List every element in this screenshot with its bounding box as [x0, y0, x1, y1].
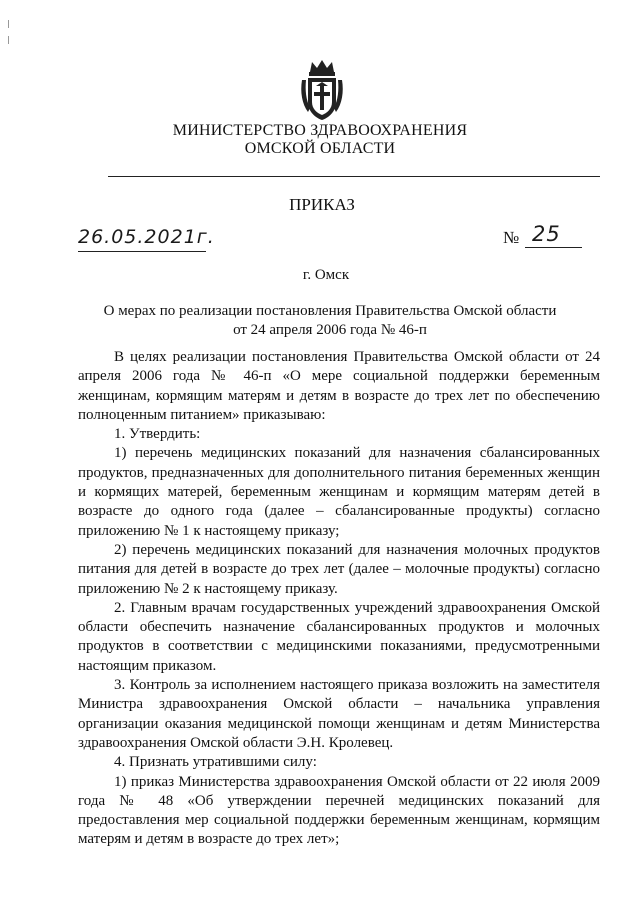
body-paragraph: 2. Главным врачам государственных учреждений здравоохранения Омской области обеспечить назначение сбалансированных продуктов и молочных продуктов в соответствии с медицинскими показаниями, предусмотренными настоящим приказом. [78, 599, 600, 674]
number-underline [525, 247, 582, 248]
date-underline [78, 251, 206, 252]
scan-margin-mark [8, 20, 9, 28]
body-paragraph: 4. Признать утратившими силу: [114, 754, 317, 771]
document-title: ПРИКАЗ [289, 195, 355, 214]
ministry-name-line2: ОМСКОЙ ОБЛАСТИ [244, 140, 396, 157]
body-paragraph: В целях реализации постановления Правительства Омской области от 24 апреля 2006 года № 46-п «О мере социальной поддержки беременным женщинам, кормящим матерям и детям в возрасте до трех лет по обеспечению полноценным питанием» приказываю: [78, 349, 600, 423]
body-paragraph: 2) перечень медицинских показаний для назначения молочных продуктов питания для детей в возрасте до трех лет (далее – молочные продукты) согласно приложению № 2 к настоящему приказу. [78, 541, 600, 597]
body-paragraph: 1. Утвердить: [114, 426, 201, 443]
handwritten-date: 26.05.2021г. [78, 226, 215, 248]
order-number-sign: № [503, 228, 520, 247]
body-paragraph: 3. Контроль за исполнением настоящего приказа возложить на заместителя Министра здравоохранения Омской области – начальника управления организации оказания медицинской помощи женщинам и детям Министерства здравоохранения Омской области Э.Н. Кролевец. [78, 677, 600, 751]
scan-margin-mark [8, 36, 9, 44]
ministry-name-line1: МИНИСТЕРСТВО ЗДРАВООХРАНЕНИЯ [172, 122, 468, 139]
order-subject-line2: от 24 апреля 2006 года № 46-п [233, 322, 427, 338]
order-subject-line1: О мерах по реализации постановления Правительства Омской области [103, 303, 557, 319]
body-paragraph: 1) приказ Министерства здравоохранения Омской области от 22 июля 2009 года № 48 «Об утверждении перечней медицинских показаний для предоставления мер социальной поддержки беременным женщинам, кормящим матерям и детям в возрасте до трех лет»; [78, 773, 600, 848]
city-name: г. Омск [302, 267, 350, 283]
order-body [78, 348, 600, 850]
handwritten-order-number: 25 [532, 222, 561, 246]
omsk-coat-of-arms-icon [298, 58, 346, 122]
header-divider [108, 176, 600, 177]
body-paragraph: 1) перечень медицинских показаний для назначения сбалансированных продуктов, предназначенных для дополнительного питания беременных женщин и кормящих матерей, беременным женщинам и кормящим матерям детей в возрасте до одного года (далее – сбалансированные продукты) согласно приложению № 1 к настоящему приказу; [78, 445, 600, 539]
